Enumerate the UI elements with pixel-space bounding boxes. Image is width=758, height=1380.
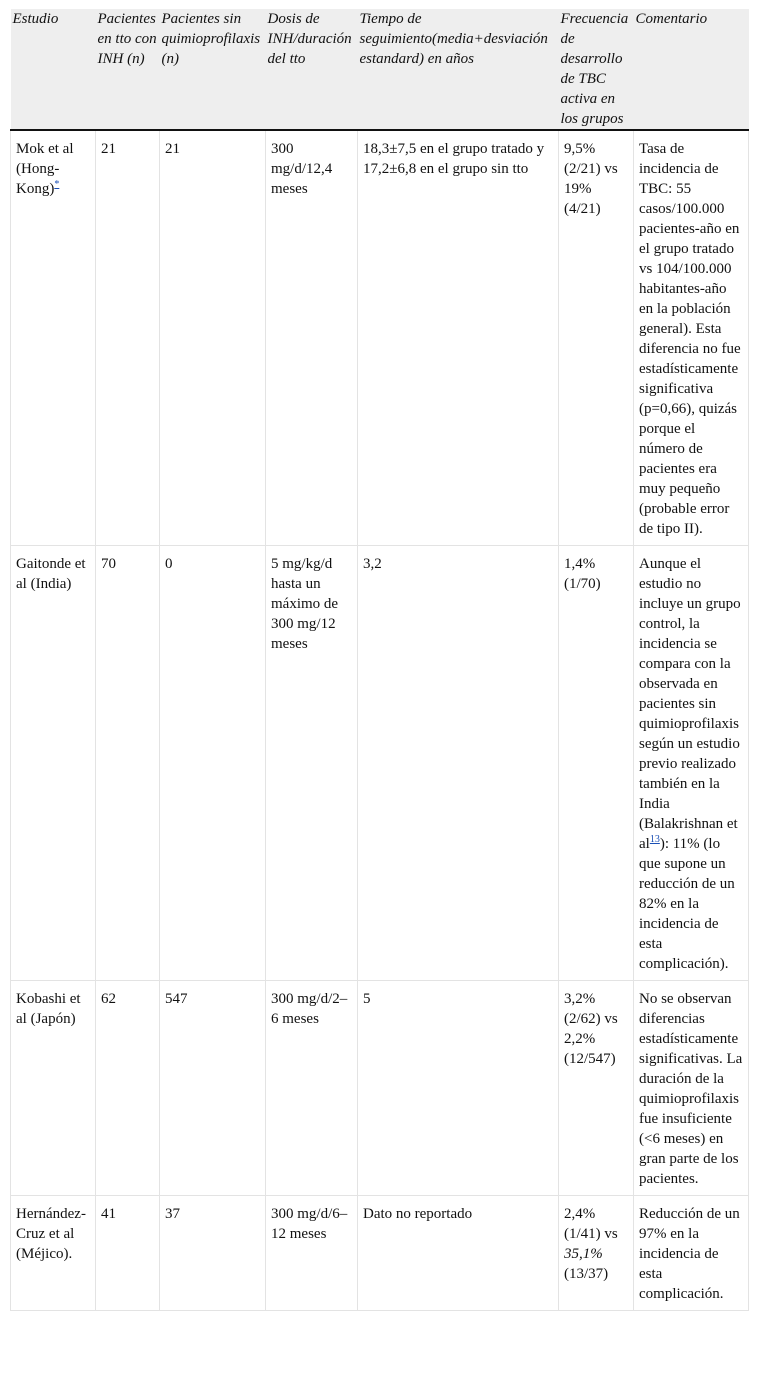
comentario-text-a: Aunque el estudio no incluye un grupo control, la incidencia se compara con la observada en pacientes sin quimioprofilaxis según un estudio previo realizado también en la India (Balakrishnan et al: [639, 556, 741, 852]
cell-sin-quimio: 0: [160, 546, 266, 981]
cell-estudio: Gaitonde et al (India): [11, 546, 96, 981]
header-comentario: Comentario: [634, 9, 749, 130]
frecuencia-text-b: 35,1%: [564, 1246, 603, 1262]
header-pacientes-con-inh: Pacientes en tto con INH (n): [96, 9, 160, 130]
cell-frecuencia: [559, 1196, 634, 1311]
header-estudio: Estudio: [11, 9, 96, 130]
estudio-text: Mok et al (Hong-Kong): [16, 141, 74, 197]
header-pacientes-sin-quimioprofilaxis: Pacientes sin quimioprofilaxis (n): [160, 9, 266, 130]
frecuencia-text-a: 2,4% (1/41) vs: [564, 1206, 618, 1242]
cell-sin-quimio: 21: [160, 130, 266, 546]
cell-frecuencia: 3,2% (2/62) vs 2,2% (12/547): [559, 981, 634, 1196]
footnote-link[interactable]: *: [54, 179, 60, 190]
header-dosis: Dosis de INH/duración del tto: [266, 9, 358, 130]
table-row: [11, 546, 749, 981]
cell-seguimiento: Dato no reportado: [358, 1196, 559, 1311]
cell-comentario: [634, 546, 749, 981]
cell-con-inh: 41: [96, 1196, 160, 1311]
table-header: [11, 9, 749, 130]
header-frecuencia: Frecuencia de desarrollo de TBC activa en los grupos: [559, 9, 634, 130]
cell-seguimiento: 3,2: [358, 546, 559, 981]
cell-comentario: Tasa de incidencia de TBC: 55 casos/100.000 pacientes-año en el grupo tratado vs 104/100.000 habitantes-año en la población general). Esta diferencia no fue estadísticamente significativa (p=0,66), quizás porque el número de pacientes era muy pequeño (probable error de tipo II).: [634, 130, 749, 546]
reference-link[interactable]: 13: [649, 834, 660, 845]
cell-con-inh: 21: [96, 130, 160, 546]
cell-comentario: Reducción de un 97% en la incidencia de esta complicación.: [634, 1196, 749, 1311]
cell-estudio: [11, 130, 96, 546]
cell-con-inh: 70: [96, 546, 160, 981]
cell-sin-quimio: 37: [160, 1196, 266, 1311]
cell-frecuencia: 9,5% (2/21) vs 19% (4/21): [559, 130, 634, 546]
frecuencia-text-c: (13/37): [564, 1266, 609, 1282]
cell-dosis: 300 mg/d/6–12 meses: [266, 1196, 358, 1311]
cell-dosis: 300 mg/d/12,4 meses: [266, 130, 358, 546]
cell-dosis: 300 mg/d/2–6 meses: [266, 981, 358, 1196]
study-table: [10, 9, 749, 1311]
cell-comentario: No se observan diferencias estadísticamente significativas. La duración de la quimioprofilaxis fue insuficiente (<6 meses) en gran parte de los pacientes.: [634, 981, 749, 1196]
cell-con-inh: 62: [96, 981, 160, 1196]
cell-dosis: 5 mg/kg/d hasta un máximo de 300 mg/12 meses: [266, 546, 358, 981]
table-row: [11, 981, 749, 1196]
header-tiempo-seguimiento: Tiempo de seguimiento(media+desviación estandard) en años: [358, 9, 559, 130]
table-row: [11, 130, 749, 546]
comentario-text-b: ): 11% (lo que supone un reducción de un 82% en la incidencia de esta complicación).: [639, 836, 735, 972]
cell-seguimiento: 5: [358, 981, 559, 1196]
table-body: [11, 130, 749, 1311]
cell-estudio: Kobashi et al (Japón): [11, 981, 96, 1196]
header-row: [11, 9, 749, 130]
cell-seguimiento: 18,3±7,5 en el grupo tratado y 17,2±6,8 en el grupo sin tto: [358, 130, 559, 546]
table-row: [11, 1196, 749, 1311]
cell-estudio: Hernández-Cruz et al (Méjico).: [11, 1196, 96, 1311]
cell-sin-quimio: 547: [160, 981, 266, 1196]
cell-frecuencia: 1,4% (1/70): [559, 546, 634, 981]
